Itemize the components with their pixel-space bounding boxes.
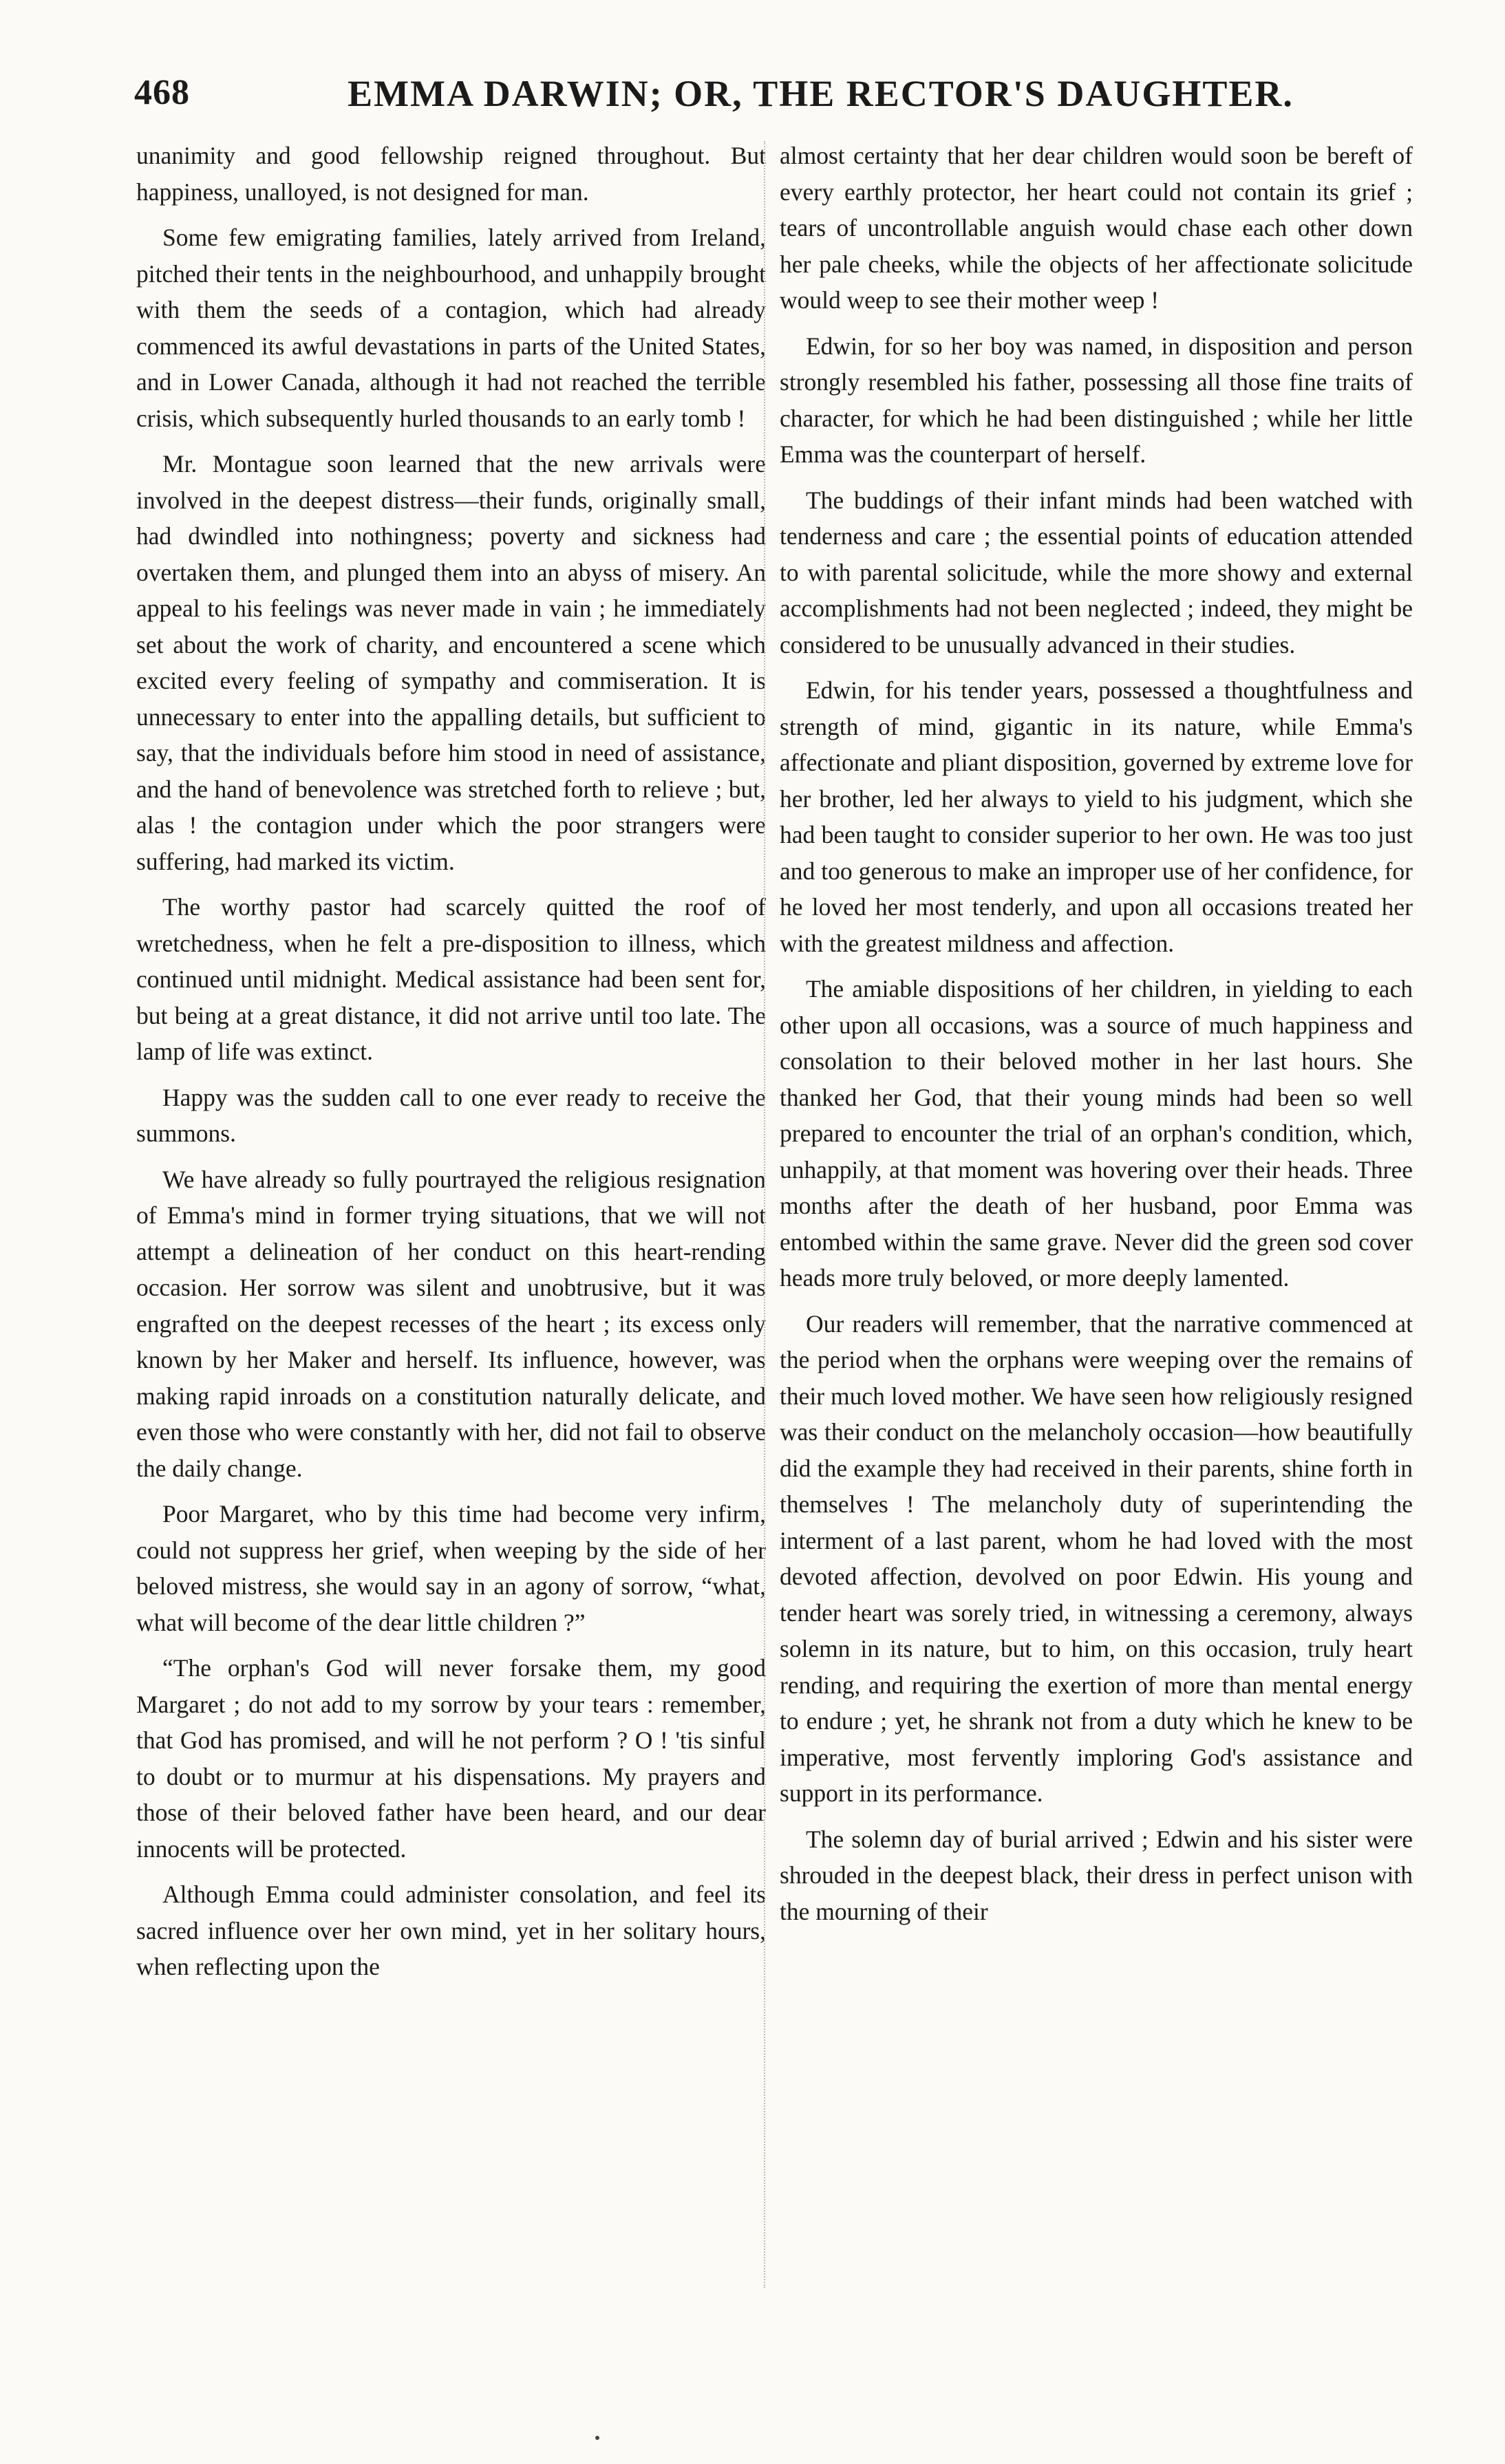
column-divider <box>764 141 766 2288</box>
paragraph: almost certainty that her dear children would soon be bereft of every earthly protector, her heart could not contain its grief ; tears of uncontrollable anguish would chase each other down her pale cheeks, while the objects of her affectionate solicitude would weep to see their mother weep ! <box>780 142 1413 314</box>
left-column <box>136 138 766 1985</box>
paragraph: The solemn day of burial arrived ; Edwin and his sister were shrouded in the deepest black, their dress in perfect unison with the mourning of their <box>780 1825 1413 1925</box>
paragraph: Although Emma could administer consolation, and feel its sacred influence over her own mind, yet in her solitary hours, when reflecting upon the <box>136 1881 766 1980</box>
paragraph: Mr. Montague soon learned that the new arrivals were involved in the deepest distress—their funds, originally small, had dwindled into nothingness; poverty and sickness had overtaken them, and plunged them into an abyss of misery. An appeal to his feelings was never made in vain ; he immediately set about the work of charity, and encountered a scene which excited every feeling of sympathy and commiseration. It is unnecessary to enter into the appalling details, but sufficient to say, that the individuals before him stood in need of assistance, and the hand of benevolence was stretched forth to relieve ; but, alas ! the contagion under which the poor strangers were suffering, had marked its victim. <box>136 450 766 875</box>
paragraph: Happy was the sudden call to one ever ready to receive the summons. <box>136 1083 766 1147</box>
page-number: 468 <box>134 73 190 112</box>
running-title: EMMA DARWIN; OR, THE RECTOR'S DAUGHTER. <box>348 73 1294 114</box>
paragraph: The buddings of their infant minds had been watched with tenderness and care ; the essential points of education attended to with parental solicitude, while the more showy and external accomplishments had not been neglected ; indeed, they might be considered to be unusually advanced in their studies. <box>780 486 1413 658</box>
page-header <box>134 65 1383 124</box>
paragraph: Our readers will remember, that the narrative commenced at the period when the orphans were weeping over the remains of their much loved mother. We have seen how religiously resigned was their conduct on the melancholy occasion—how beautifully did the example they had received in their parents, shine forth in themselves ! The melancholy duty of superintending the interment of a last parent, whom he had loved with the most devoted affection, devolved on poor Edwin. His young and tender heart was sorely tried, in witnessing a ceremony, always solemn in its nature, but to him, on this occasion, truly heart rending, and requiring the exertion of more than mental energy to endure ; yet, he shrank not from a duty which he knew to be imperative, most fervently imploring God's assistance and support in its performance. <box>780 1309 1413 1807</box>
paragraph: unanimity and good fellowship reigned throughout. But happiness, unalloyed, is not designed for man. <box>136 142 766 206</box>
paragraph: Edwin, for so her boy was named, in disposition and person strongly resembled his father, possessing all those fine traits of character, for which he had been distinguished ; while her little Emma was the counterpart of herself. <box>780 332 1413 468</box>
paragraph: Some few emigrating families, lately arrived from Ireland, pitched their tents in the neighbourhood, and unhappily brought with them the seeds of a contagion, which had already commenced its awful devastations in parts of the United States, and in Lower Canada, although it had not reached the terrible crisis, which subsequently hurled thousands to an early tomb ! <box>136 224 766 432</box>
paragraph: The worthy pastor had scarcely quitted the roof of wretchedness, when he felt a pre-disposition to illness, which continued until midnight. Medical assistance had been sent for, but being at a great distance, it did not arrive until too late. The lamp of life was extinct. <box>136 893 766 1065</box>
paragraph: Edwin, for his tender years, possessed a thoughtfulness and strength of mind, gigantic in its nature, while Emma's affectionate and pliant disposition, governed by extreme love for her brother, led her always to yield to his judgment, which she had been taught to consider superior to her own. He was too just and too generous to make an improper use of her confidence, for he loved her most tenderly, and upon all occasions treated her with the greatest mildness and affection. <box>780 676 1413 957</box>
paragraph: The amiable dispositions of her children, in yielding to each other upon all occasions, was a source of much happiness and consolation to their beloved mother in her last hours. She thanked her God, that their young minds had been so well prepared to encounter the trial of an orphan's condition, which, unhappily, at that moment was hovering over their heads. Three months after the death of her husband, poor Emma was entombed within the same grave. Never did the green sod cover heads more truly beloved, or more deeply lamented. <box>780 975 1413 1292</box>
paragraph: We have already so fully pourtrayed the religious resignation of Emma's mind in former trying situations, that we will not attempt a delineation of her conduct on this heart-rending occasion. Her sorrow was silent and unobtrusive, but it was engrafted on the deepest recesses of the heart ; its excess only known by her Maker and herself. Its influence, however, was making rapid inroads on a constitution naturally delicate, and even those who were constantly with her, did not fail to observe the daily change. <box>136 1165 766 1482</box>
paragraph: Poor Margaret, who by this time had become very infirm, could not suppress her grief, when weeping by the side of her beloved mistress, she would say in an agony of sorrow, “what, what will become of the dear little children ?” <box>136 1500 766 1636</box>
footer-mark <box>595 2436 599 2440</box>
paragraph: “The orphan's God will never forsake them, my good Margaret ; do not add to my sorrow by your tears : remember, that God has promised, and will he not perform ? O ! 'tis sinful to doubt or to murmur at his dispensations. My prayers and those of their beloved father have been heard, and our dear innocents will be protected. <box>136 1654 766 1863</box>
right-column <box>780 138 1413 1929</box>
